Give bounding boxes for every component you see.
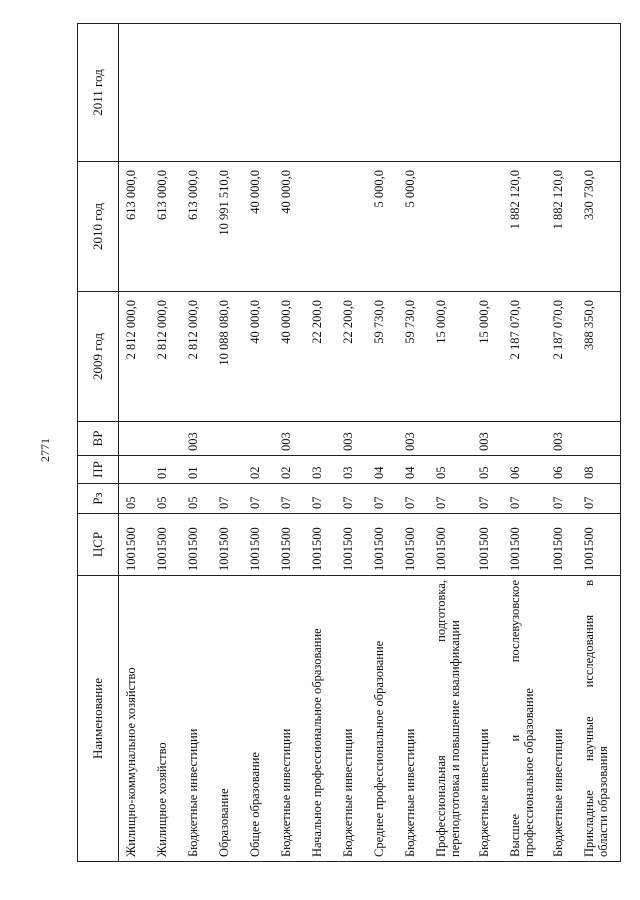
row-name: Бюджетные инвестиции — [336, 576, 367, 862]
table-row — [546, 24, 577, 862]
row-2011 — [119, 24, 151, 162]
row-pr: 08 — [577, 456, 621, 484]
row-2009: 15 000,0 — [472, 292, 503, 422]
table-row — [367, 24, 398, 862]
row-2010 — [305, 162, 336, 292]
row-2011 — [577, 24, 621, 162]
row-2010 — [429, 162, 472, 292]
row-vr — [503, 422, 546, 456]
row-rz: 07 — [577, 484, 621, 514]
row-pr: 03 — [305, 456, 336, 484]
row-name-line: области образования — [596, 746, 610, 857]
row-vr — [243, 422, 274, 456]
table-row — [398, 24, 429, 862]
row-name: Бюджетные инвестиции — [398, 576, 429, 862]
row-2009: 2 812 000,0 — [119, 292, 151, 422]
row-rz: 07 — [274, 484, 305, 514]
row-pr: 02 — [274, 456, 305, 484]
row-name: Бюджетные инвестиции — [546, 576, 577, 862]
row-vr: 003 — [398, 422, 429, 456]
row-csr: 1001500 — [577, 514, 621, 576]
row-2009: 22 200,0 — [305, 292, 336, 422]
row-2009: 40 000,0 — [243, 292, 274, 422]
row-name: Бюджетные инвестиции — [181, 576, 212, 862]
row-name: Бюджетные инвестиции — [274, 576, 305, 862]
row-csr: 1001500 — [472, 514, 503, 576]
row-2010: 40 000,0 — [274, 162, 305, 292]
table-row — [150, 24, 181, 862]
row-2010: 10 991 510,0 — [212, 162, 243, 292]
row-2010: 5 000,0 — [367, 162, 398, 292]
row-2011 — [367, 24, 398, 162]
row-2011 — [398, 24, 429, 162]
row-2011 — [305, 24, 336, 162]
row-vr: 003 — [274, 422, 305, 456]
row-csr: 1001500 — [367, 514, 398, 576]
row-vr — [577, 422, 621, 456]
row-2009: 10 088 080,0 — [212, 292, 243, 422]
row-2009: 22 200,0 — [336, 292, 367, 422]
row-csr: 1001500 — [150, 514, 181, 576]
row-2010: 1 882 120,0 — [503, 162, 546, 292]
row-2011 — [150, 24, 181, 162]
row-pr: 02 — [243, 456, 274, 484]
row-csr: 1001500 — [212, 514, 243, 576]
row-vr — [305, 422, 336, 456]
row-2010: 1 882 120,0 — [546, 162, 577, 292]
row-pr: 04 — [367, 456, 398, 484]
table-row — [274, 24, 305, 862]
row-csr: 1001500 — [429, 514, 472, 576]
row-pr: 01 — [181, 456, 212, 484]
row-2011 — [429, 24, 472, 162]
row-2010: 330 730,0 — [577, 162, 621, 292]
row-csr: 1001500 — [336, 514, 367, 576]
row-name — [503, 576, 546, 862]
header-vr: ВР — [78, 422, 119, 456]
header-2011: 2011 год — [78, 24, 119, 162]
row-vr: 003 — [472, 422, 503, 456]
row-2010: 613 000,0 — [150, 162, 181, 292]
row-2011 — [503, 24, 546, 162]
row-csr: 1001500 — [243, 514, 274, 576]
header-csr: ЦСР — [78, 514, 119, 576]
row-rz: 07 — [398, 484, 429, 514]
table-row — [119, 24, 151, 862]
header-name: Наименование — [78, 576, 119, 862]
row-name-line: Высшее и послевузовское — [508, 580, 522, 857]
row-2011 — [181, 24, 212, 162]
table-row — [243, 24, 274, 862]
row-name: Образование — [212, 576, 243, 862]
row-name: Общее образование — [243, 576, 274, 862]
row-name: Начальное профессиональное образование — [305, 576, 336, 862]
page-number: 2771 — [38, 438, 52, 462]
row-rz: 07 — [305, 484, 336, 514]
row-pr: 03 — [336, 456, 367, 484]
rotated-table-wrapper — [77, 24, 610, 862]
row-rz: 07 — [336, 484, 367, 514]
row-2011 — [274, 24, 305, 162]
table-row — [336, 24, 367, 862]
table-header-row — [78, 24, 119, 862]
row-vr — [367, 422, 398, 456]
row-2011 — [243, 24, 274, 162]
row-2009: 15 000,0 — [429, 292, 472, 422]
row-2009: 388 350,0 — [577, 292, 621, 422]
row-rz: 07 — [546, 484, 577, 514]
row-2009: 2 812 000,0 — [150, 292, 181, 422]
row-csr: 1001500 — [274, 514, 305, 576]
row-name-line: Прикладные научные исследования в — [582, 580, 596, 857]
header-rz: Рз — [78, 484, 119, 514]
row-rz: 07 — [212, 484, 243, 514]
header-2009: 2009 год — [78, 292, 119, 422]
row-pr: 04 — [398, 456, 429, 484]
row-pr: 01 — [150, 456, 181, 484]
row-2010 — [472, 162, 503, 292]
table-row — [429, 24, 472, 862]
row-pr: 06 — [503, 456, 546, 484]
table-row — [503, 24, 546, 862]
row-2011 — [212, 24, 243, 162]
row-name: Среднее профессиональное образование — [367, 576, 398, 862]
row-2011 — [472, 24, 503, 162]
row-rz: 07 — [503, 484, 546, 514]
header-pr: ПР — [78, 456, 119, 484]
table-row — [577, 24, 621, 862]
row-rz: 05 — [119, 484, 151, 514]
row-2010: 613 000,0 — [181, 162, 212, 292]
row-name: Жилищно-коммунальное хозяйство — [119, 576, 151, 862]
row-2009: 59 730,0 — [398, 292, 429, 422]
row-2010: 40 000,0 — [243, 162, 274, 292]
header-2010: 2010 год — [78, 162, 119, 292]
row-pr — [119, 456, 151, 484]
table-row — [305, 24, 336, 862]
row-vr — [119, 422, 151, 456]
row-rz: 07 — [367, 484, 398, 514]
row-vr — [429, 422, 472, 456]
row-vr — [150, 422, 181, 456]
row-2009: 2 187 070,0 — [546, 292, 577, 422]
row-csr: 1001500 — [181, 514, 212, 576]
row-2009: 40 000,0 — [274, 292, 305, 422]
row-name — [429, 576, 472, 862]
row-vr: 003 — [336, 422, 367, 456]
row-2010: 5 000,0 — [398, 162, 429, 292]
row-csr: 1001500 — [119, 514, 151, 576]
row-2010: 613 000,0 — [119, 162, 151, 292]
table-row — [212, 24, 243, 862]
row-rz: 07 — [243, 484, 274, 514]
row-vr — [212, 422, 243, 456]
row-name — [577, 576, 621, 862]
row-pr: 06 — [546, 456, 577, 484]
row-pr: 05 — [429, 456, 472, 484]
row-2011 — [336, 24, 367, 162]
row-rz: 05 — [150, 484, 181, 514]
row-pr: 05 — [472, 456, 503, 484]
row-name: Жилищное хозяйство — [150, 576, 181, 862]
row-name: Бюджетные инвестиции — [472, 576, 503, 862]
row-name-line: Профессиональная подготовка, — [434, 580, 448, 857]
row-name-line: профессиональное образование — [522, 688, 536, 857]
row-rz: 05 — [181, 484, 212, 514]
row-2009: 59 730,0 — [367, 292, 398, 422]
row-csr: 1001500 — [503, 514, 546, 576]
row-rz: 07 — [472, 484, 503, 514]
table-row — [181, 24, 212, 862]
row-pr — [212, 456, 243, 484]
row-csr: 1001500 — [546, 514, 577, 576]
row-vr: 003 — [181, 422, 212, 456]
row-csr: 1001500 — [305, 514, 336, 576]
row-2009: 2 187 070,0 — [503, 292, 546, 422]
budget-table — [77, 23, 621, 862]
row-rz: 07 — [429, 484, 472, 514]
row-2009: 2 812 000,0 — [181, 292, 212, 422]
row-name-line: переподготовка и повышение квалификации — [448, 620, 462, 857]
row-vr: 003 — [546, 422, 577, 456]
row-2010 — [336, 162, 367, 292]
row-csr: 1001500 — [398, 514, 429, 576]
table-row — [472, 24, 503, 862]
row-2011 — [546, 24, 577, 162]
